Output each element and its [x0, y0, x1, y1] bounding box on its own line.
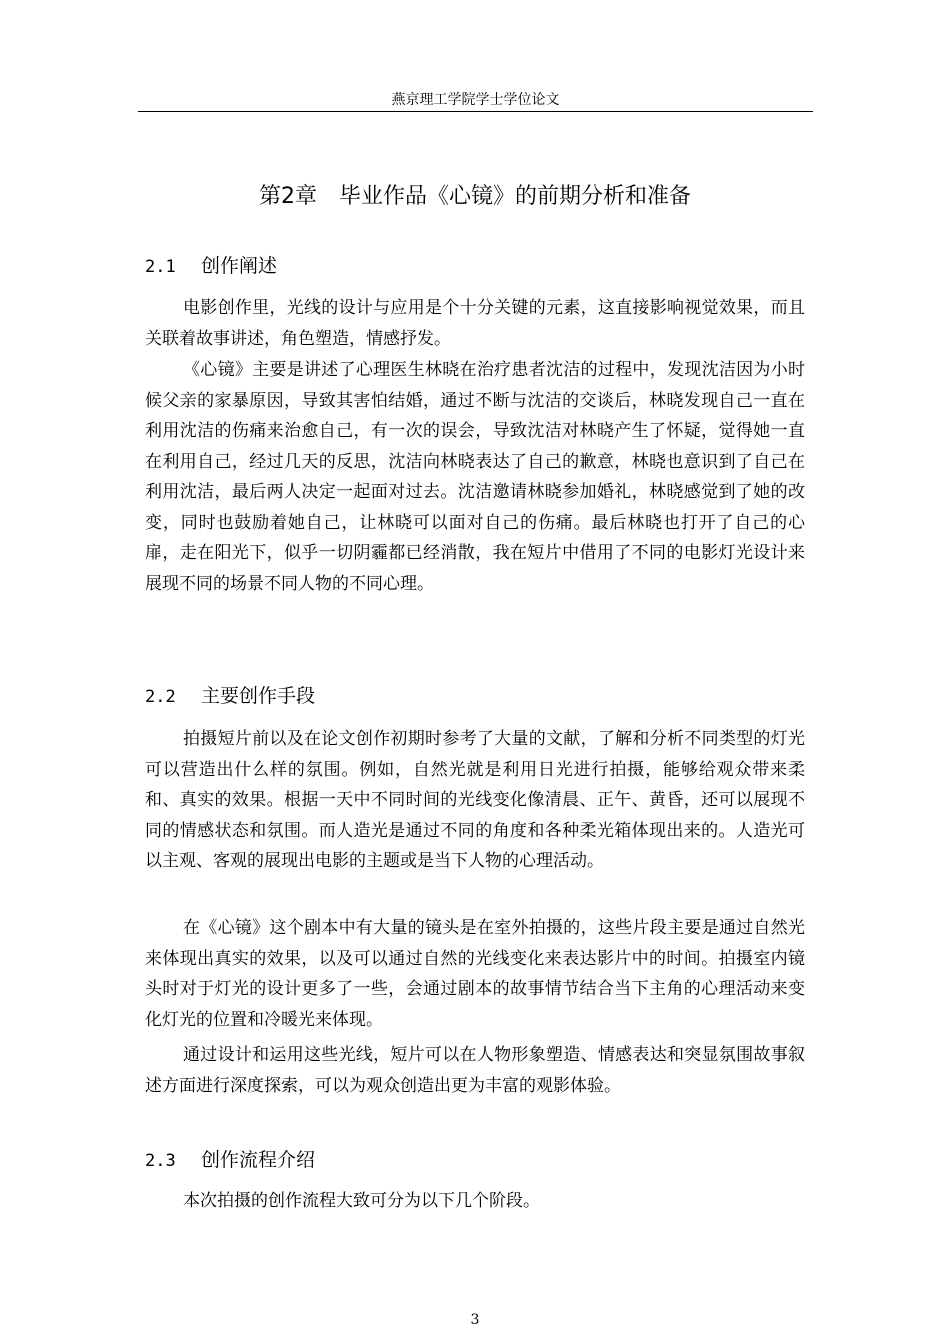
section-title: 创作流程介绍 — [201, 1149, 316, 1171]
paragraph: 通过设计和运用这些光线，短片可以在人物形象塑造、情感表达和突显氛围故事叙述方面进行深度探索，可以为观众创造出更为丰富的观影体验。 — [145, 1045, 805, 1096]
paragraph: 本次拍摄的创作流程大致可分为以下几个阶段。 — [183, 1191, 540, 1211]
chapter-title — [0, 180, 950, 214]
chapter-number: 第2章 — [258, 184, 317, 209]
paragraph: 《心镜》主要是讲述了心理医生林晓在治疗患者沈洁的过程中，发现沈洁因为小时候父亲的家暴原因，导致其害怕结婚，通过不断与沈洁的交谈后，林晓发现自己一直在利用沈洁的伤痛来治愈自己，有一次的误会，导致沈洁对林晓产生了怀疑，觉得她一直在利用自己，经过几天的反思，沈洁向林晓表达了自己的歉意，林晓也意识到了自己在利用沈洁，最后两人决定一起面对过去。沈洁邀请林晓参加婚礼，林晓感觉到了她的改变，同时也鼓励着她自己，让林晓可以面对自己的伤痛。最后林晓也打开了自己的心扉，走在阳光下，似乎一切阴霾都已经消散，我在短片中借用了不同的电影灯光设计来展现不同的场景不同人物的不同心理。 — [145, 360, 805, 594]
section-heading-2-1 — [145, 251, 277, 282]
chapter-title-text: 毕业作品《心镜》的前期分析和准备 — [338, 184, 691, 209]
paragraph: 在《心镜》这个剧本中有大量的镜头是在室外拍摄的，这些片段主要是通过自然光来体现出真实的效果，以及可以通过自然的光线变化来表达影片中的时间。拍摄室内镜头时对于灯光的设计更多了一些，会通过剧本的故事情节结合当下主角的心理活动来变化灯光的位置和冷暖光来体现。 — [145, 918, 805, 1030]
section-number: 2.3 — [145, 1151, 176, 1171]
page-number: 3 — [470, 1312, 480, 1328]
section-heading-2-2 — [145, 681, 315, 712]
section-heading-2-3 — [145, 1145, 315, 1176]
section-title: 主要创作手段 — [201, 685, 316, 707]
section-number: 2.2 — [145, 687, 176, 707]
paragraph: 拍摄短片前以及在论文创作初期时参考了大量的文献，了解和分析不同类型的灯光可以营造出什么样的氛围。例如，自然光就是利用日光进行拍摄，能够给观众带来柔和、真实的效果。根据一天中不同时间的光线变化像清晨、正午、黄昏，还可以展现不同的情感状态和氛围。而人造光是通过不同的角度和各种柔光箱体现出来的。人造光可以主观、客观的展现出电影的主题或是当下人物的心理活动。 — [145, 729, 805, 871]
paragraph: 电影创作里，光线的设计与应用是个十分关键的元素，这直接影响视觉效果，而且关联着故事讲述，角色塑造，情感抒发。 — [145, 298, 805, 349]
section-number: 2.1 — [145, 257, 176, 277]
section-title: 创作阐述 — [201, 255, 278, 277]
running-header-title: 燕京理工学院学士学位论文 — [391, 92, 560, 108]
running-header — [138, 89, 813, 112]
